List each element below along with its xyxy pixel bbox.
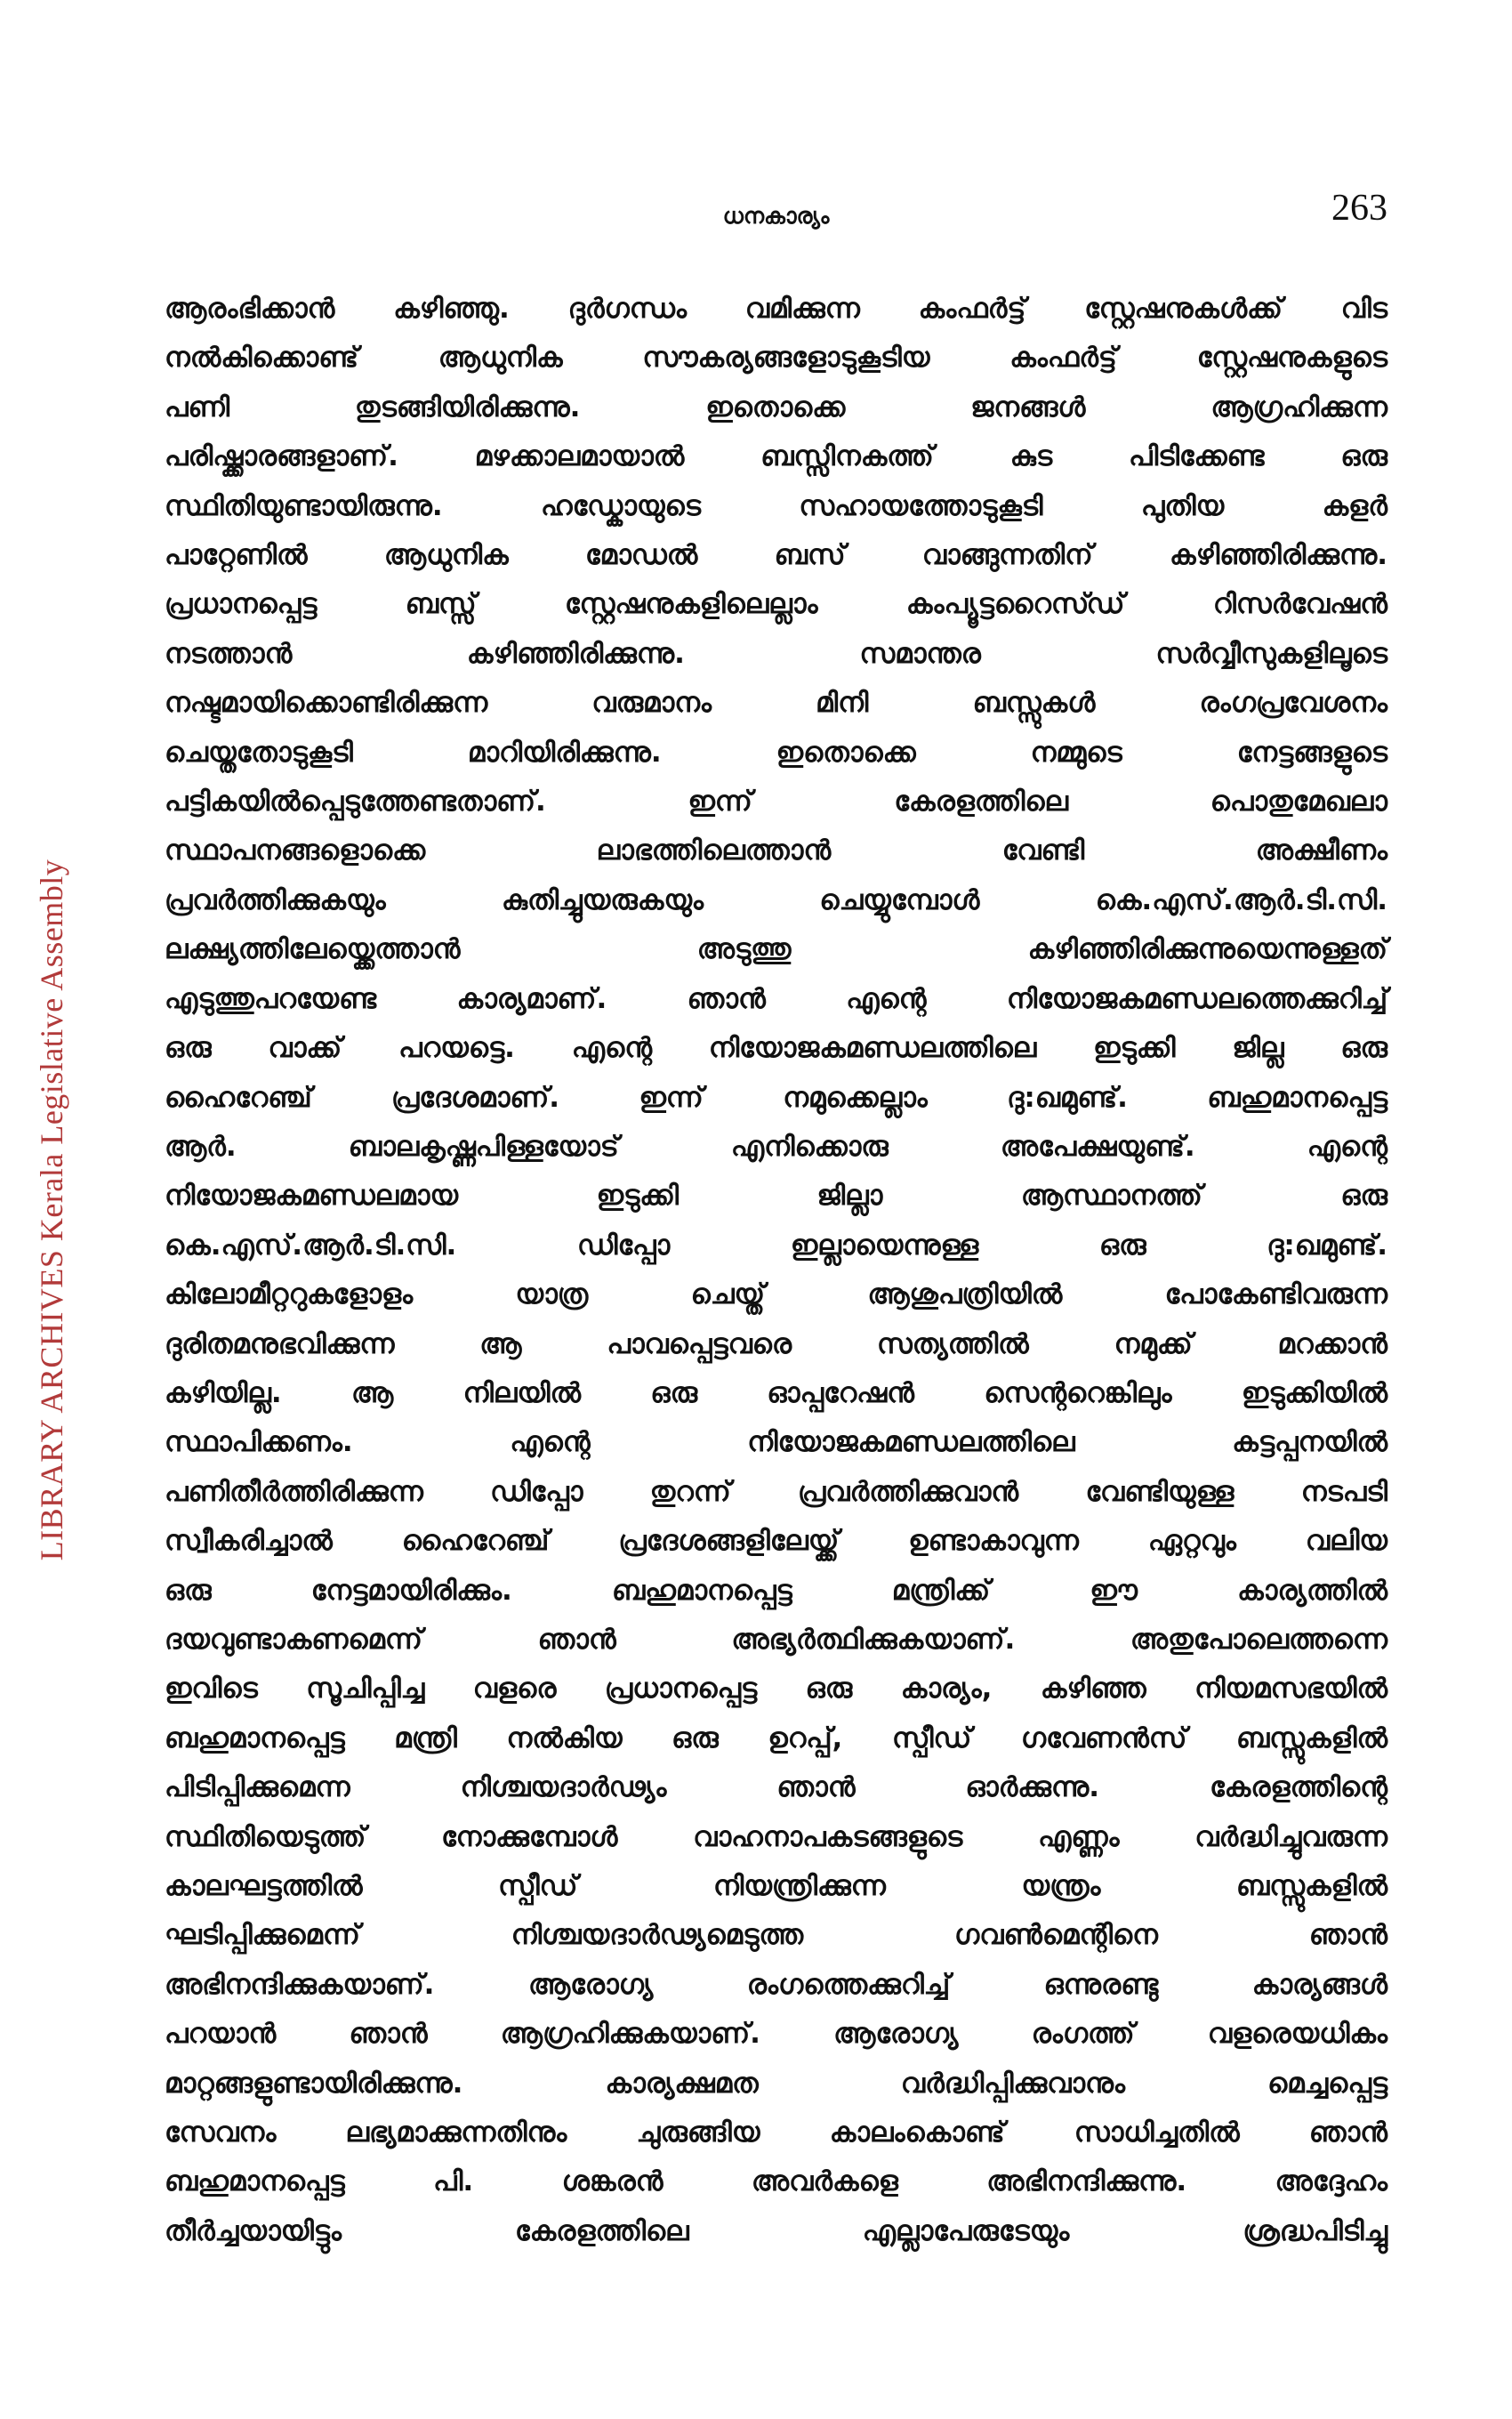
text-line: നിയോജകമണ്ഡലമായ ഇടുക്കി ജില്ലാ ആസ്ഥാനത്ത് ഒരു [165,1180,1387,1213]
text-line: പ്രധാനപ്പെട്ട ബസ്സ് സ്റ്റേഷനുകളിലെല്ലാം കംപ്യൂട്ടറൈസ്ഡ് റിസർവേഷൻ [165,588,1387,621]
text-line: പറയാൻ ഞാൻ ആഗ്രഹിക്കുകയാണ്. ആരോഗ്യ രംഗത്ത് വളരെയധികം [165,2018,1387,2051]
text-line: നൽകിക്കൊണ്ട് ആധുനിക സൗകര്യങ്ങളോടുകൂടിയ കംഫർട്ട് സ്റ്റേഷനുകളുടെ [165,342,1387,375]
text-line: കഴിയില്ല. ആ നിലയിൽ ഒരു ഓപ്പറേഷൻ സെന്ററെങ്കിലും ഇടുക്കിയിൽ [165,1376,1387,1409]
text-line: സ്ഥാപനങ്ങളൊക്കെ ലാഭത്തിലെത്താൻ വേണ്ടി അക്ഷീണം [165,835,1387,867]
text-line: പട്ടികയിൽപ്പെടുത്തേണ്ടതാണ്. ഇന്ന് കേരളത്തിലെ പൊതുമേഖലാ [165,786,1387,818]
text-line: നഷ്ടമായിക്കൊണ്ടിരിക്കുന്ന വരുമാനം മിനി ബസ്സുകൾ രംഗപ്രവേശനം [165,687,1387,720]
text-line: ആരംഭിക്കാൻ കഴിഞ്ഞു. ദുർഗന്ധം വമിക്കുന്ന കംഫർട്ട് സ്റ്റേഷനുകൾക്ക് വിട [165,293,1387,325]
text-line: എടുത്തുപറയേണ്ട കാര്യമാണ്. ഞാൻ എന്റെ നിയോജകമണ്ഡലത്തെക്കുറിച്ച് [165,982,1387,1015]
text-line: ഹൈറേഞ്ച് പ്രദേശമാണ്. ഇന്ന് നമുക്കെല്ലാം ദു:ഖമുണ്ട്. ബഹുമാനപ്പെട്ട [165,1081,1387,1114]
text-line: ഒരു വാക്ക് പറയട്ടെ. എന്റെ നിയോജകമണ്ഡലത്തിലെ ഇടുക്കി ജില്ല ഒരു [165,1032,1387,1065]
text-line: ആർ. ബാലകൃഷ്ണപിള്ളയോട് എനിക്കൊരു അപേക്ഷയുണ്ട്. എന്റെ [165,1130,1387,1163]
text-line: സ്വീകരിച്ചാൽ ഹൈറേഞ്ച് പ്രദേശങ്ങളിലേയ്ക്ക് ഉണ്ടാകാവുന്ന ഏറ്റവും വലിയ [165,1525,1387,1558]
running-title: ധനകാര്യം [722,203,830,229]
text-line: പാറ്റേണിൽ ആധുനിക മോഡൽ ബസ് വാങ്ങുന്നതിന് കഴിഞ്ഞിരിക്കുന്നു. [165,539,1387,572]
text-line: ദുരിതമനുഭവിക്കുന്ന ആ പാവപ്പെട്ടവരെ സത്യത്തിൽ നമുക്ക് മറക്കാൻ [165,1327,1387,1360]
text-line: തീർച്ചയായിട്ടും കേരളത്തിലെ എല്ലാപേരുടേയും ശ്രദ്ധപിടിച്ചു [165,2214,1387,2247]
text-line: അഭിനന്ദിക്കുകയാണ്. ആരോഗ്യ രംഗത്തെക്കുറിച്ച് ഒന്നുരണ്ടു കാര്യങ്ങൾ [165,1968,1387,2001]
body-paragraph [165,285,1387,2256]
text-line: സ്ഥിതിയെടുത്ത് നോക്കുമ്പോൾ വാഹനാപകടങ്ങളുടെ എണ്ണം വർദ്ധിച്ചുവരുന്ന [165,1820,1387,1853]
text-line: സ്ഥാപിക്കണം. എന്റെ നിയോജകമണ്ഡലത്തിലെ കട്ടപ്പനയിൽ [165,1426,1387,1459]
page-number: 263 [1331,188,1387,229]
text-line: പണി തുടങ്ങിയിരിക്കുന്നു. ഇതൊക്കെ ജനങ്ങൾ ആഗ്രഹിക്കുന്ന [165,391,1387,423]
text-line: സേവനം ലഭ്യമാക്കുന്നതിനും ചുരുങ്ങിയ കാലംകൊണ്ട് സാധിച്ചതിൽ ഞാൻ [165,2117,1387,2149]
text-line: കാലഘട്ടത്തിൽ സ്പീഡ് നിയന്ത്രിക്കുന്ന യന്ത്രം ബസ്സുകളിൽ [165,1870,1387,1902]
text-line: കിലോമീറ്ററുകളോളം യാത്ര ചെയ്ത് ആശുപത്രിയിൽ പോകേണ്ടിവരുന്ന [165,1278,1387,1311]
text-line: പരിഷ്ക്കാരങ്ങളാണ്. മഴക്കാലമായാൽ ബസ്സിനകത്ത് കുട പിടിക്കേണ്ട ഒരു [165,440,1387,473]
text-line: ചെയ്തതോടുകൂടി മാറിയിരിക്കുന്നു. ഇതൊക്കെ നമ്മുടെ നേട്ടങ്ങളുടെ [165,736,1387,769]
text-line: മാറ്റങ്ങളുണ്ടായിരിക്കുന്നു. കാര്യക്ഷമത വർദ്ധിപ്പിക്കുവാനും മെച്ചപ്പെട്ട [165,2067,1387,2100]
text-line: പണിതീർത്തിരിക്കുന്ന ഡിപ്പോ തുറന്ന് പ്രവർത്തിക്കുവാൻ വേണ്ടിയുള്ള നടപടി [165,1475,1387,1508]
text-line: പ്രവർത്തിക്കുകയും കുതിച്ചുയരുകയും ചെയ്യുമ്പോൾ കെ.എസ്.ആർ.ടി.സി. [165,883,1387,916]
text-line: കെ.എസ്.ആർ.ടി.സി. ഡിപ്പോ ഇല്ലായെന്നുള്ള ഒരു ദു:ഖമുണ്ട്. [165,1229,1387,1262]
library-archives-watermark: LIBRARY ARCHIVES Kerala Legislative Assembly [34,859,69,1561]
text-line: ദയവുണ്ടാകണമെന്ന് ഞാൻ അഭ്യർത്ഥിക്കുകയാണ്. അതുപോലെത്തന്നെ [165,1623,1387,1656]
text-line: ഒരു നേട്ടമായിരിക്കും. ബഹുമാനപ്പെട്ട മന്ത്രിക്ക് ഈ കാര്യത്തിൽ [165,1574,1387,1607]
text-line: ഇവിടെ സൂചിപ്പിച്ച വളരെ പ്രധാനപ്പെട്ട ഒരു കാര്യം, കഴിഞ്ഞ നിയമസഭയിൽ [165,1673,1387,1705]
text-line: സ്ഥിതിയുണ്ടായിരുന്നു. ഹഡ്കോയുടെ സഹായത്തോടുകൂടി പുതിയ കളർ [165,489,1387,522]
text-line: ബഹുമാനപ്പെട്ട മന്ത്രി നൽകിയ ഒരു ഉറപ്പ്, സ്പീഡ് ഗവേണൻസ് ബസ്സുകളിൽ [165,1722,1387,1754]
text-line: പിടിപ്പിക്കുമെന്ന നിശ്ചയദാർഢ്യം ഞാൻ ഓർക്കുന്നു. കേരളത്തിന്റെ [165,1771,1387,1804]
text-line: ലക്ഷ്യത്തിലേയ്ക്കെത്താൻ അടുത്തു കഴിഞ്ഞിരിക്കുന്നുയെന്നുള്ളത് [165,933,1387,966]
text-line: ഘടിപ്പിക്കുമെന്ന് നിശ്ചയദാർഢ്യമെടുത്ത ഗവൺമെന്റിനെ ഞാൻ [165,1919,1387,1952]
text-line: നടത്താൻ കഴിഞ്ഞിരിക്കുന്നു. സമാന്തര സർവ്വീസുകളിലൂടെ [165,637,1387,670]
text-line: ബഹുമാനപ്പെട്ട പി. ശങ്കരൻ അവർകളെ അഭിനന്ദിക്കുന്നു. അദ്ദേഹം [165,2165,1387,2198]
page-header [165,187,1387,240]
